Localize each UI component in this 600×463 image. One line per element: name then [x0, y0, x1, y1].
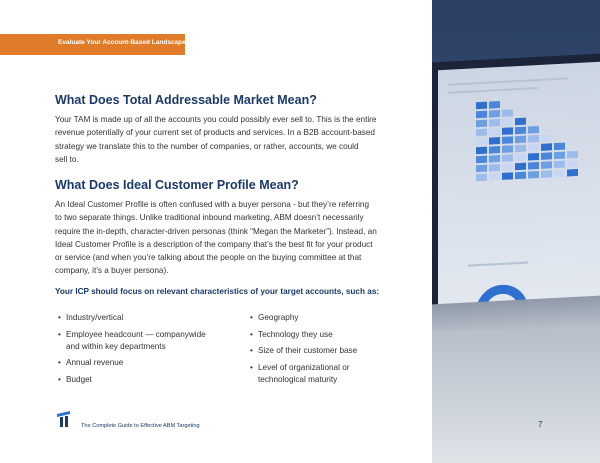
- icp-paragraph: An Ideal Customer Profile is often confused with a buyer persona - but they’re referring to two separate things. Unlike traditional inbound marketing, ABM doesn’t necessarily require the in-depth, character-driven personas (think “Megan the Marketer”). Instead, an Ideal Customer Profile is a description of the company that’s the best fit for your product or service (and when you’re talking about the people on the buying committee at that company, it’s a buyer persona).: [55, 200, 377, 276]
- heatmap-cell: [489, 119, 500, 127]
- heatmap-cell: [541, 161, 552, 169]
- heatmap-cell: [476, 111, 487, 119]
- list-item: • Technology they use: [250, 329, 420, 341]
- heatmap-cell: [489, 137, 500, 145]
- heatmap-cell: [528, 171, 539, 179]
- heatmap-cell: [528, 135, 539, 143]
- heatmap-cell: [528, 162, 539, 170]
- heatmap-cell: [489, 155, 500, 163]
- heatmap-cell: [476, 165, 487, 173]
- heatmap-cell: [502, 127, 513, 135]
- heatmap-cell: [489, 128, 500, 136]
- heatmap-cell: [515, 163, 526, 171]
- heatmap-cell: [489, 110, 500, 118]
- page-number: 7: [538, 420, 543, 429]
- heatmap-cell: [528, 126, 539, 134]
- heatmap-cell: [554, 161, 565, 169]
- heatmap-cell: [515, 154, 526, 162]
- heatmap-cell: [489, 164, 500, 172]
- tam-heading: What Does Total Addressable Market Mean?: [55, 93, 317, 107]
- characteristics-list-left: [58, 312, 243, 390]
- section-tag-label: Evaluate Your Account-Based Landscape: [58, 39, 186, 46]
- heatmap-cell: [476, 129, 487, 137]
- heatmap-cell: [489, 101, 500, 109]
- heatmap-cell: [476, 156, 487, 164]
- heatmap-cell: [489, 146, 500, 154]
- heatmap-cell: [476, 102, 487, 110]
- heatmap-cell: [502, 118, 513, 126]
- heatmap-cell: [502, 145, 513, 153]
- laptop-photo: [432, 0, 600, 463]
- heatmap-cell: [528, 144, 539, 152]
- heatmap-cell: [515, 136, 526, 144]
- heatmap-cell: [528, 153, 539, 161]
- icp-heading: What Does Ideal Customer Profile Mean?: [55, 178, 299, 192]
- heatmap-cell: [515, 118, 526, 126]
- list-item: • Employee headcount — companywide and within key departments: [58, 329, 243, 353]
- list-item: • Industry/vertical: [58, 312, 243, 324]
- footer-title: The Complete Guide to Effective ABM Targeting: [81, 423, 200, 429]
- heatmap-cell: [554, 143, 565, 151]
- heatmap-cell: [541, 143, 552, 151]
- heatmap-cell: [515, 127, 526, 135]
- heatmap-cell: [567, 169, 578, 177]
- section-tag: [0, 34, 185, 55]
- icp-focus-statement: Your ICP should focus on relevant characteristics of your target accounts, such as:: [55, 287, 380, 296]
- heatmap-cell: [554, 152, 565, 160]
- heatmap-cell: [502, 109, 513, 117]
- heatmap-cell: [476, 174, 487, 182]
- list-item: • Budget: [58, 374, 243, 386]
- brand-logo-icon: [55, 410, 73, 428]
- laptop-screen: [432, 61, 600, 306]
- heatmap-cell: [476, 120, 487, 128]
- heatmap-cell: [489, 173, 500, 181]
- tam-paragraph: Your TAM is made up of all the accounts you could possibly ever sell to. This is the entire revenue potentially of your current set of products and services. In a B2B account-based strategy we translate this to the number of companies, or rather, accounts, we could sell to.: [55, 115, 377, 164]
- list-item: • Size of their customer base: [250, 345, 420, 357]
- heatmap-cell: [541, 170, 552, 178]
- heatmap-cell: [502, 136, 513, 144]
- heatmap-cell: [502, 163, 513, 171]
- heatmap-cell: [515, 172, 526, 180]
- heatmap-cell: [567, 151, 578, 159]
- heatmap-cell: [541, 134, 552, 142]
- list-item: • Level of organizational or technological maturity: [250, 362, 420, 386]
- heatmap-cell: [541, 152, 552, 160]
- heatmap-cell: [476, 138, 487, 146]
- heatmap-cell: [515, 145, 526, 153]
- heatmap-cell: [476, 147, 487, 155]
- heatmap-cell: [567, 160, 578, 168]
- heatmap-cell: [554, 170, 565, 178]
- characteristics-list-right: [250, 312, 420, 390]
- heatmap-cell: [502, 154, 513, 162]
- heatmap-cell: [502, 172, 513, 180]
- list-item: • Geography: [250, 312, 420, 324]
- list-item: • Annual revenue: [58, 357, 243, 369]
